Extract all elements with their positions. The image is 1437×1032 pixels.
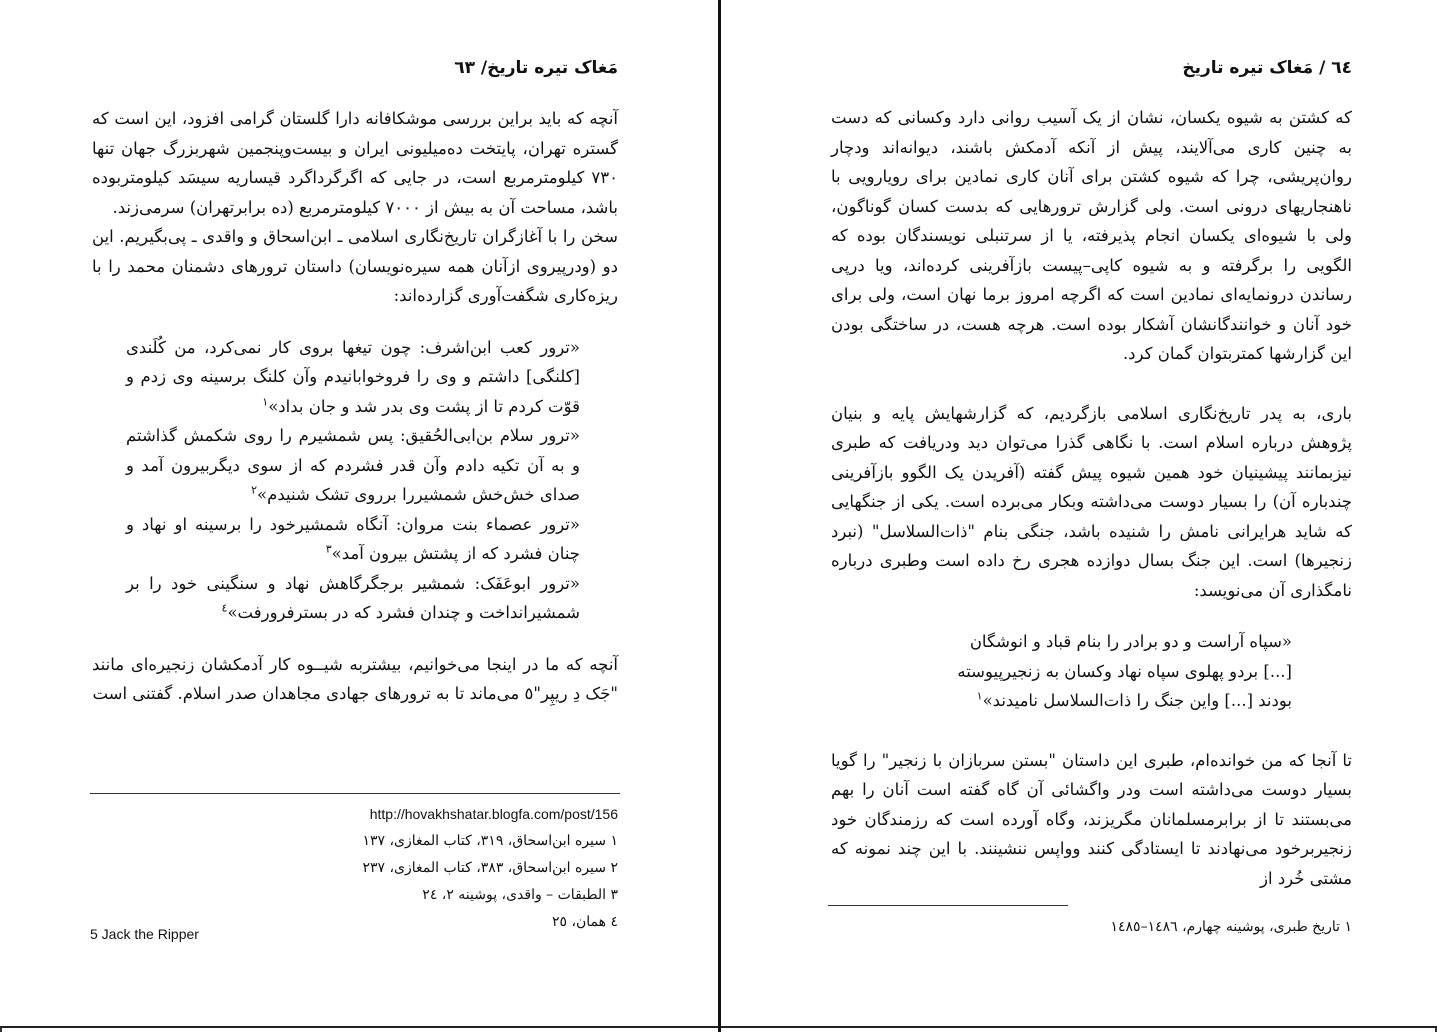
- quote-item: «ترور ابوعَفَک: شمشیر برجگرگاهش نهاد و سنگینی خود را بر شمشیرانداخت و چندان فشرد که در بسترفرورفت»$^٤$: [126, 573, 580, 622]
- footnote-divider: [828, 905, 1068, 906]
- footnote-marker: ٢: [251, 483, 258, 497]
- quote-item: «ترور عصماء بنت مروان: آنگاه شمشیرخود را برسینه او نهاد و چنان فشرد که از پشتش بیرون آمد»$^٣$: [126, 514, 580, 563]
- paragraph: که کشتن به شیوه یکسان، نشان از یک آسیب روانی دارد وکسانی که دست به چنین کاری می‌آلایند، پیش از آنکه آدمکش باشند، دیوانه‌اند ودچار روان‌پریشی، چرا که شیوه کشتن برای آنان کاری نمادین برای رویارویی با ناهنجاریهای درونی است. ولی گزارش ترورهایی که بدست کسان گوناگون، ولی با شیوه‌ای یکسان انجام پذیرفته، یا از سرتنبلی نویسندگان بوده که الگویی را برگرفته و به شیوه کاپی–پیست بازآفرینی کرده‌اند، ویا درپی رساندن درونمایه‌ای نمادین است که اگرچه امروز برما نهان است، ولی برای خود آنان و خوانندگانشان آشکار بوده است. هرچه هست، در ساختگی بودن این گزارشها کمتربتوان گمان کرد.: [831, 108, 1352, 363]
- footnote-marker: ٤: [221, 601, 228, 615]
- left-page-header: مَغاک تیره تاریخ/ ٦٣: [454, 58, 618, 78]
- footnote: ١ تاریخ طبری، پوشینه چهارم، ١٤٨٦–١٤٨٥: [1110, 919, 1352, 935]
- footnote-url: http://hovakhshatar.blogfa.com/post/156: [369, 806, 618, 822]
- quote-block: [126, 333, 580, 628]
- footnotes: [363, 801, 619, 936]
- footnote-divider: [90, 793, 620, 794]
- footnote-marker: ٣: [325, 542, 332, 556]
- footnote: ٢ سیره ابن‌اسحاق، ٣٨٣، کتاب المغازی، ٢٣٧: [362, 860, 618, 876]
- footnote: ٤ همان، ٢٥: [551, 914, 618, 930]
- left-page: [0, 0, 718, 1028]
- paragraph: آنچه که ما در اینجا می‌خوانیم، بیشتربه شیــوه کار آدمکشان زنجیره‌ای مانند "جَک دِ ریپِر"٥ می‌ماند تا به ترورهای جهادی مجاهدان صدر اسلام. گفتنی است: [92, 654, 618, 703]
- quote-item: «ترور کعب ابن‌اشرف: چون تیغها بروی کار نمی‌کرد، من کُلَندی [کلنگی] داشتم و وی را فروخوابانیدم وآن کلنگ برسینه وی زدم و قوّت کردم تا از پشت وی بدر شد و جان بداد»$^١$: [126, 337, 580, 416]
- quote-item: «ترور سلام بن‌ابی‌الحُقیق: پس شمشیرم را روی شکمش گذاشتم و به آن تکیه دادم وآن قدر فشردم که از سوی دیگربیرون آمد و صدای خش‌خش شمشیررا برروی تشک شنیدم»$^٢$: [126, 426, 580, 504]
- quote-item: «سپاه آراست و دو برادر را بنام قباد و انوشگان [...] بردو پهلوی سپاه نهاد وکسان به زنجیرپیوسته بودند [...] واین جنگ را ذات‌السلاسل نامیدند»$^١$: [957, 632, 1292, 710]
- right-page-body: [831, 103, 1352, 893]
- right-page: [721, 0, 1437, 1028]
- footnote-marker: ١: [262, 395, 269, 408]
- footnote: ١ سیره ابن‌اسحاق، ٣١٩، کتاب المغازی، ١٣٧: [362, 833, 618, 849]
- footnotes: [1111, 914, 1353, 941]
- paragraph: سخن را با آغازگران تاریخ‌نگاری اسلامی ـ ابن‌اسحاق و واقدی ـ پی‌بگیریم. این دو (ودرپیروی ازآنان همه سیره‌نویسان) داستان ترورهای دشمنان محمد را با ریزه‌کاری شگفت‌آوری گزارده‌اند:: [92, 227, 618, 305]
- footnote: ٣ الطبقات – واقدی، پوشینه ٢، ٢٤: [422, 887, 618, 903]
- right-page-header: ٦٤ / مَغاک تیره تاریخ: [1182, 58, 1352, 78]
- page-footer-note: 5 Jack the Ripper: [90, 926, 199, 942]
- paragraph: آنچه که باید براین بررسی موشکافانه دارا گلستان گرامی افزود، این است که گستره تهران، پایتخت ده‌میلیونی ایران و بیست‌وپنجمین شهربزرگ جهان تنها ٧٣٠ کیلومترمربع است، در جایی که اگرگرداگرد قیساریه سیسَد کیلومتربوده باشد، مساحت آن به بیش از ٧٠٠٠ کیلومترمربع (ده برابرتهران) سرمی‌زند.: [92, 109, 618, 217]
- paragraph: باری، به پدر تاریخ‌نگاری اسلامی بازگردیم، که گزارشهایش پایه و بنیان پژوهش درباره اسلام است. با نگاهی گذرا می‌توان دید ودریافت که طبری نیزبمانند پیشینیان خود همین شیوه پیش گفته (آفریدن یک الگوو بازآفرینی چندباره آن) را بسیار دوست می‌داشته وبکار می‌برده است. یکی از جنگهایی که شاید هرایرانی نامش را شنیده باشد، جنگی بنام "ذات‌السلاسل" (نبرد زنجیرها) است. این جنگ بسال دوازده هجری رخ داده است وطبری درباره نامگذاری آن می‌نویسد:: [831, 403, 1352, 600]
- quote-block: [941, 627, 1292, 716]
- footnote-marker: ١: [976, 689, 983, 703]
- paragraph: تا آنجا که من خوانده‌ام، طبری این داستان "بستن سربازان با زنجیر" را گویا بسیار دوست می‌داشته است ودر واگشائی آن گاه گفته است آنان را بهم می‌بستند تا از برابرمسلمانان مگریزند، وگاه آورده است که رزمندگان خود زنجیربرخود می‌نهادند تا ایستادگی کنند وواپس ننشینند. با این چند نمونه که مشتی خُرد از: [831, 750, 1352, 888]
- left-page-body: [92, 104, 618, 709]
